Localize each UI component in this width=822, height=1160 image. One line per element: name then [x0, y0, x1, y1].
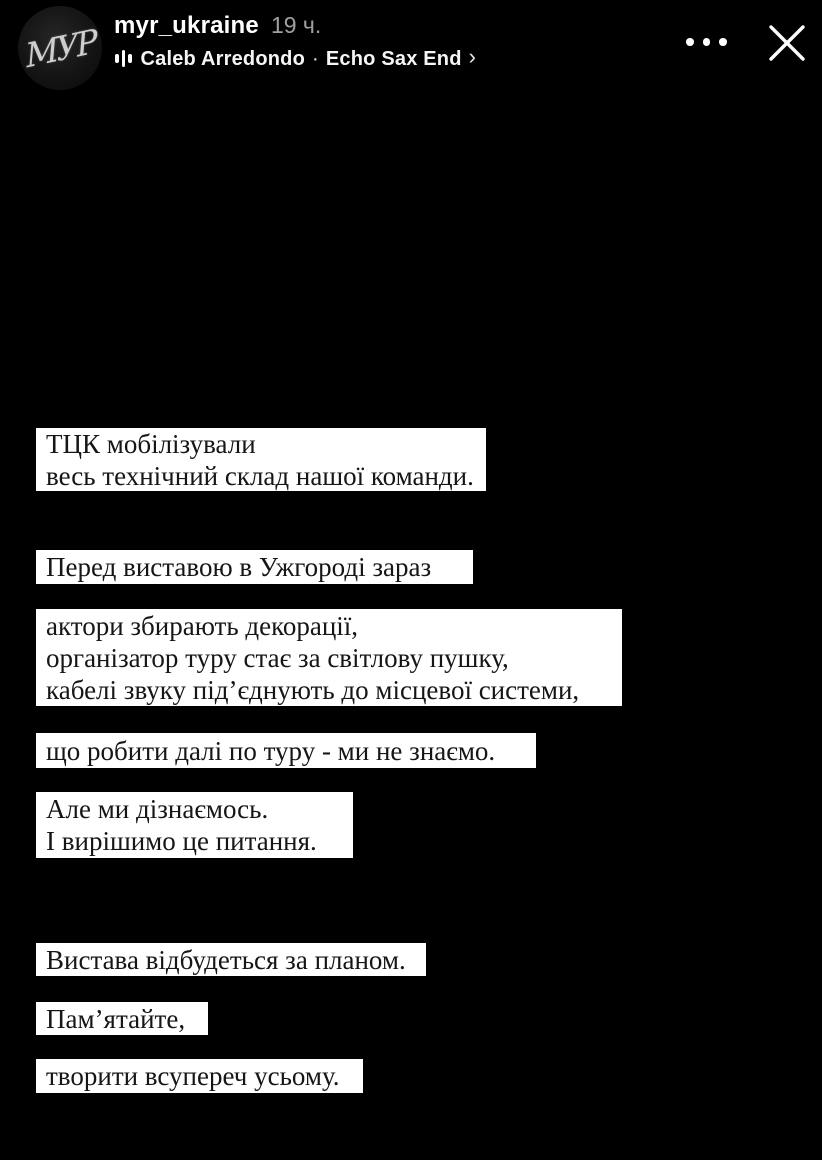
avatar[interactable] [18, 6, 102, 90]
close-button[interactable] [762, 18, 812, 68]
text-line: що робити далі по туру - ми не знаємо. [46, 735, 496, 766]
chevron-right-icon: › [468, 44, 477, 69]
text-line: творити всупереч усьому. [46, 1061, 340, 1091]
avatar-logo-text: МУР [23, 21, 97, 75]
story-text-block [36, 733, 536, 768]
story-header [114, 12, 321, 42]
story-text-block [36, 1002, 208, 1035]
music-label [141, 45, 477, 71]
text-line: І вирішимо це питання. [46, 826, 317, 856]
text-line: весь технічний склад нашої команди. [46, 460, 474, 491]
story-timestamp: 19 ч. [270, 12, 322, 38]
story-text-block [36, 943, 426, 976]
music-attribution[interactable] [115, 46, 476, 70]
music-artist: Caleb Arredondo [140, 48, 305, 70]
story-text-block [36, 609, 622, 706]
text-line: Але ми дізнаємось. [46, 794, 269, 824]
story-text-block [36, 1059, 363, 1093]
music-track: Echo Sax End [325, 48, 462, 70]
text-line: актори збирають декорації, [46, 610, 359, 641]
dot-icon [686, 38, 694, 46]
text-line: ТЦК мобілізували [46, 428, 256, 459]
close-icon [764, 20, 810, 66]
dot-icon [703, 38, 711, 46]
dot-icon [719, 38, 727, 46]
music-separator: · [312, 48, 319, 70]
text-line: Пам’ятайте, [46, 1003, 186, 1034]
more-options-button[interactable] [686, 36, 730, 48]
text-line: Перед виставою в Ужгороді зараз [46, 552, 432, 582]
text-line: кабелі звуку під’єднують до місцевої системи, [46, 674, 580, 705]
username-link[interactable]: myr_ukraine [114, 12, 259, 39]
text-line: організатор туру стає за світлову пушку, [46, 642, 509, 673]
story-text-block [36, 428, 486, 491]
text-line: Вистава відбудеться за планом. [46, 944, 406, 975]
equalizer-icon [115, 49, 132, 67]
story-text-block [36, 792, 353, 858]
story-text-block [36, 550, 473, 584]
